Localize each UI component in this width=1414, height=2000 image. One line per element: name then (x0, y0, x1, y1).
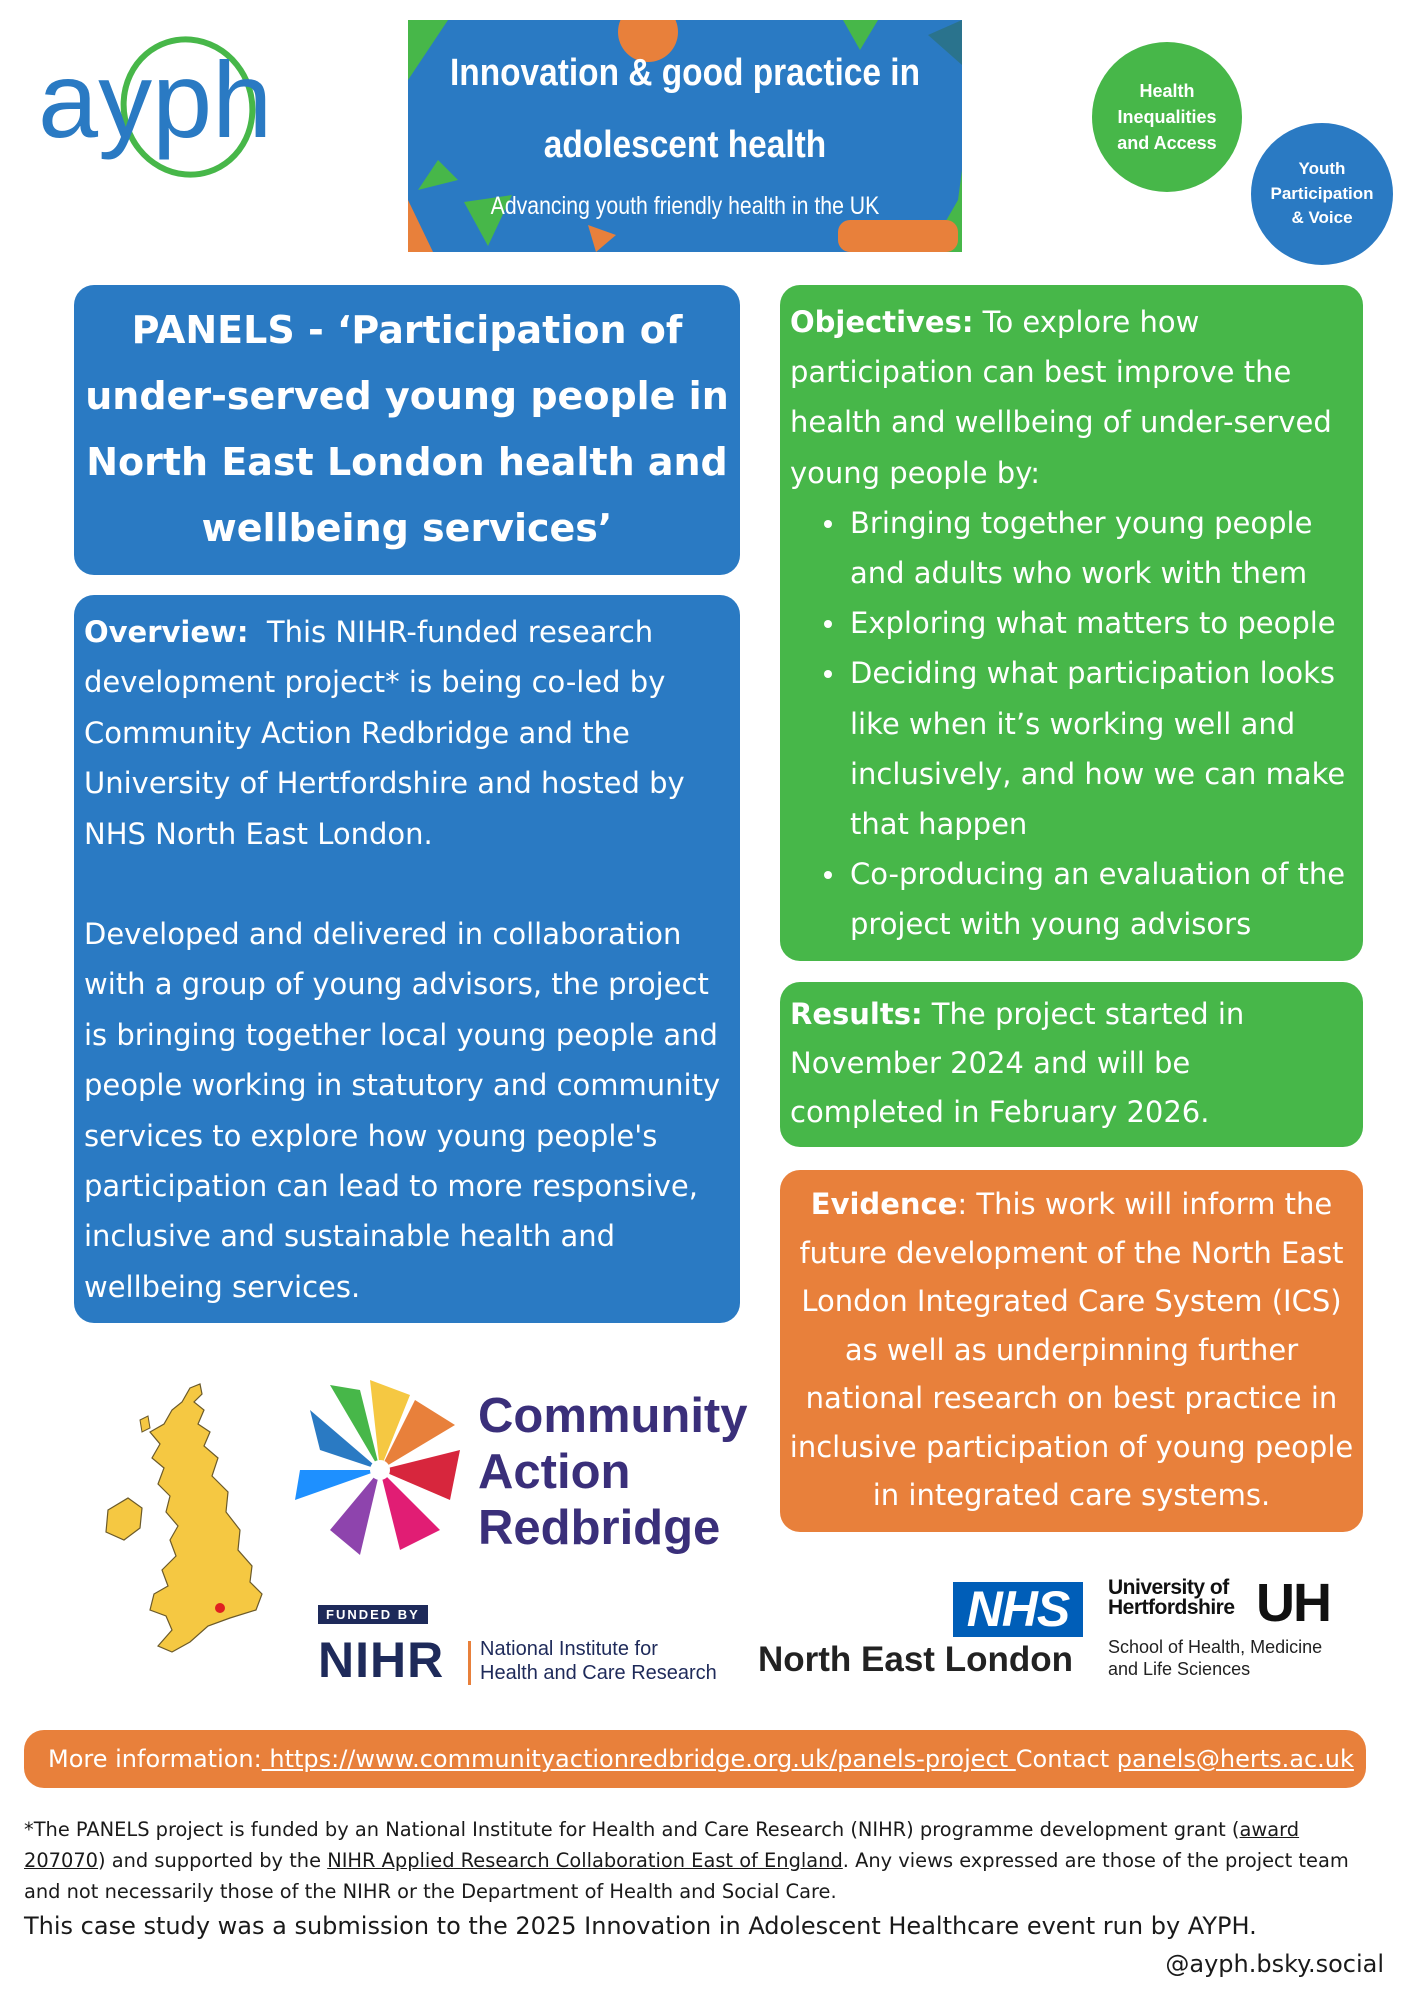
uh-name: University of Hertfordshire (1108, 1576, 1235, 1619)
nihr-divider (468, 1641, 471, 1685)
objectives-label: Objectives: (790, 305, 974, 339)
ayph-logo (38, 22, 328, 192)
title-panel (74, 285, 740, 575)
overview-panel (74, 595, 740, 1323)
overview-text-1: This NIHR-funded research development project* is being co-led by Community Action Redbridge and the University of Hertfordshire and hosted by NHS North East London. (84, 615, 685, 851)
list-item: Exploring what matters to people (850, 598, 1353, 648)
list-item: Co-producing an evaluation of the project with young advisors (850, 849, 1353, 949)
arc-link[interactable]: NIHR Applied Research Collaboration East of England (327, 1849, 843, 1872)
objectives-list (790, 498, 1353, 950)
badge-youth-participation-label: Youth Participation & Voice (1270, 159, 1374, 228)
badge-health-inequalities (1092, 42, 1242, 192)
uh-mark: UH (1256, 1573, 1330, 1633)
list-item: Bringing together young people and adults who work with them (850, 498, 1353, 598)
results-panel (780, 982, 1363, 1147)
funding-footnote (24, 1814, 1364, 1907)
results-body: The project started in November 2024 and will be completed in February 2026. (790, 997, 1245, 1129)
more-information-bar (24, 1730, 1366, 1788)
funded-by-label: FUNDED BY (318, 1605, 428, 1624)
social-handle: @ayph.bsky.social (1165, 1950, 1384, 1978)
list-item: Deciding what participation looks like when it’s working well and inclusively, and how we can make that happen (850, 648, 1353, 849)
objectives-intro (790, 297, 1353, 498)
event-banner (408, 20, 962, 252)
overview-paragraph-2: Developed and delivered in collaboration with a group of young advisors, the project is bringing together local young people and people working in statutory and community services to explore how young people's participation can lead to more responsive, inclusive and sustainable health and wellbeing services. (84, 917, 721, 1304)
banner-title-line2: adolescent health (543, 124, 827, 166)
award-link[interactable]: award 207070 (24, 1818, 1300, 1872)
nihr-full-name: National Institute for Health and Care Research (480, 1638, 717, 1684)
badge-health-inequalities-label: Health Inequalities and Access (1117, 80, 1217, 154)
car-line-1: Community (478, 1389, 748, 1443)
footnote-part-b: ) and supported by the (98, 1849, 328, 1872)
evidence-body: : This work will inform the future development of the North East London Integrated Care System (ICS) as well as underpinning further national research on best practice in inclusive participation of young people in integrated care systems. (789, 1187, 1354, 1512)
overview-paragraph-1 (84, 607, 730, 859)
page-title: PANELS - ‘Participation of under-served young people in North East London health and wellbeing services’ (85, 308, 729, 550)
contact-label: Contact (1015, 1745, 1117, 1773)
more-info-label: More information: (48, 1745, 262, 1773)
evidence-text (788, 1180, 1355, 1520)
banner-title-line1: Innovation & good practice in (449, 52, 921, 94)
uk-map-icon (80, 1380, 280, 1665)
ayph-logo-text: ayph (38, 39, 273, 160)
community-action-redbridge-wordmark (478, 1388, 748, 1556)
badge-youth-participation (1248, 120, 1396, 268)
banner-subtitle: Advancing youth friendly health in the UK (490, 192, 880, 220)
submission-note: This case study was a submission to the 2025 Innovation in Adolescent Healthcare event run by AYPH. (24, 1912, 1257, 1940)
results-text (790, 990, 1353, 1137)
project-link[interactable]: https://www.communityactionredbridge.org.uk/panels-project (261, 1745, 1016, 1773)
community-action-redbridge-logo-icon (290, 1380, 470, 1560)
overview-label: Overview: (84, 615, 249, 649)
uh-school: School of Health, Medicine and Life Sciences (1108, 1637, 1323, 1679)
university-of-hertfordshire-logo (1108, 1573, 1348, 1688)
footnote-part-c: . Any views expressed are those of the project team and not necessarily those of the NIHR or the Department of Health and Social Care. (24, 1849, 1349, 1903)
objectives-intro-text: To explore how participation can best improve the health and wellbeing of under-served young people by: (790, 305, 1332, 490)
car-line-3: Redbridge (478, 1501, 721, 1555)
car-line-2: Action (478, 1445, 631, 1499)
nihr-wordmark: NIHR (318, 1632, 445, 1688)
evidence-label: Evidence (810, 1187, 958, 1221)
contact-email-link[interactable]: panels@herts.ac.uk (1116, 1745, 1354, 1773)
nhs-region-name: North East London (758, 1640, 1073, 1679)
nhs-logo: NHS (953, 1582, 1083, 1637)
objectives-panel (780, 285, 1363, 961)
nihr-logo (318, 1605, 738, 1688)
results-label: Results: (790, 997, 923, 1031)
evidence-panel (780, 1170, 1363, 1532)
footnote-part-a: *The PANELS project is funded by an National Institute for Health and Care Research (NIHR) programme development grant ( (24, 1818, 1240, 1841)
